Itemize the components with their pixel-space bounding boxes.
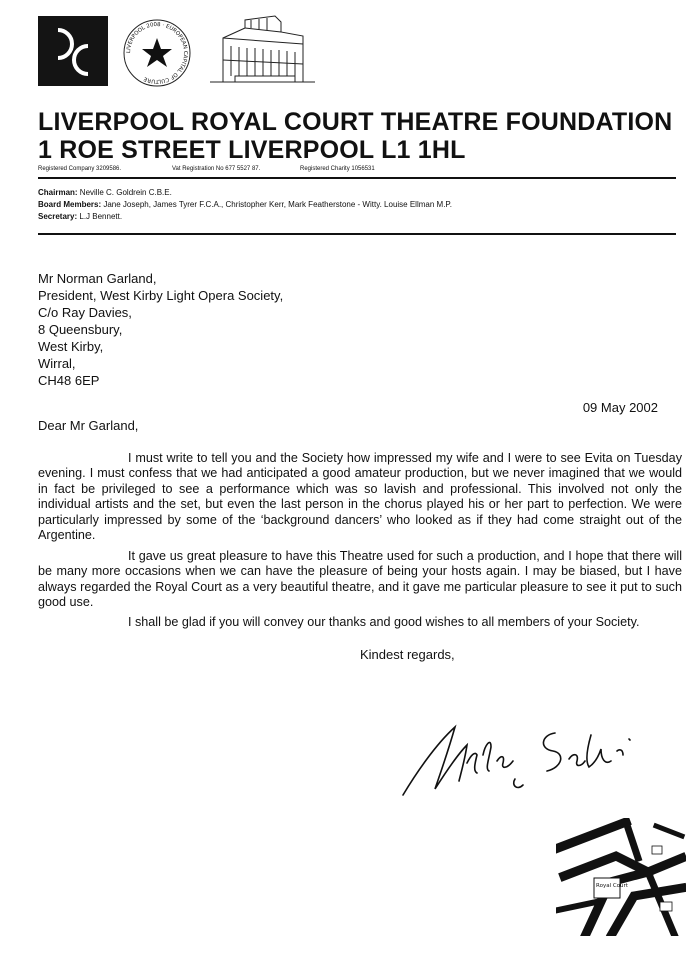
body-paragraph: I shall be glad if you will convey our thanks and good wishes to all members of your Society.: [128, 615, 640, 629]
registered-charity: Registered Charity 1056531: [300, 166, 375, 172]
body-paragraph: It gave us great pleasure to have this Theatre used for such a production, and I hope that there will be many more occasions when we can have the pleasure of being your hosts again. I may be biased, but I have always regarded the Royal Court as a very beautiful theatre, and it gave me particular pleasure to see it put to such good use.: [38, 549, 682, 610]
organisation-name: LIVERPOOL ROYAL COURT THEATRE FOUNDATION: [38, 108, 673, 136]
recipient-line: CH48 6EP: [38, 373, 100, 388]
divider-top: [38, 177, 676, 179]
recipient-line: Wirral,: [38, 356, 76, 371]
recipient-line: President, West Kirby Light Opera Society,: [38, 288, 284, 303]
street-map-icon: [556, 818, 686, 936]
board-members-label: Board Members:: [38, 200, 102, 209]
liverpool-2008-ring-text: LIVERPOOL 2008 · EUROPEAN CAPITAL OF CULTURE: [125, 21, 189, 85]
chairman-label: Chairman:: [38, 188, 78, 197]
closing: Kindest regards,: [360, 647, 455, 662]
recipient-line: Mr Norman Garland,: [38, 271, 157, 286]
recipient-line: 8 Queensbury,: [38, 322, 123, 337]
chairman-value: Neville C. Goldrein C.B.E.: [79, 188, 172, 197]
signature-icon: [355, 715, 655, 805]
vat-registration: Vat Registration No 677 5527 87.: [172, 166, 261, 172]
secretary-label: Secretary:: [38, 212, 78, 221]
chairman-line: [38, 188, 172, 197]
map-label: Royal Court: [596, 883, 628, 889]
recipient-line: West Kirby,: [38, 339, 104, 354]
theatre-building-icon: [205, 10, 320, 88]
recipient-line: C/o Ray Davies,: [38, 305, 132, 320]
registered-company: Registered Company 3209586.: [38, 166, 122, 172]
secretary-value: L.J Bennett.: [79, 212, 123, 221]
liverpool-2008-logo: [122, 18, 192, 88]
organisation-address: 1 ROE STREET LIVERPOOL L1 1HL: [38, 136, 466, 164]
royal-court-logo: [38, 16, 108, 86]
body-paragraph: I must write to tell you and the Society how impressed my wife and I were to see Evita on Tuesday evening. I must confess that we had anticipated a good amateur production, but we never imagined that we would in fact be privileged to see a performance which was so lavish and professional. This involved not only the individual artists and the set, but even the last person in the chorus played his or her part to perfection. We were particularly impressed by some of the ‘background dancers’ who looked as if they had come straight out of the Argentine.: [38, 451, 682, 543]
board-members-line: [38, 200, 452, 209]
secretary-line: [38, 212, 122, 221]
board-members-value: Jane Joseph, James Tyrer F.C.A., Christopher Kerr, Mark Featherstone - Witty. Louise Ellman M.P.: [103, 200, 452, 209]
letter-date: 09 May 2002: [582, 400, 658, 415]
divider-bottom: [38, 233, 676, 235]
salutation: Dear Mr Garland,: [38, 418, 139, 433]
